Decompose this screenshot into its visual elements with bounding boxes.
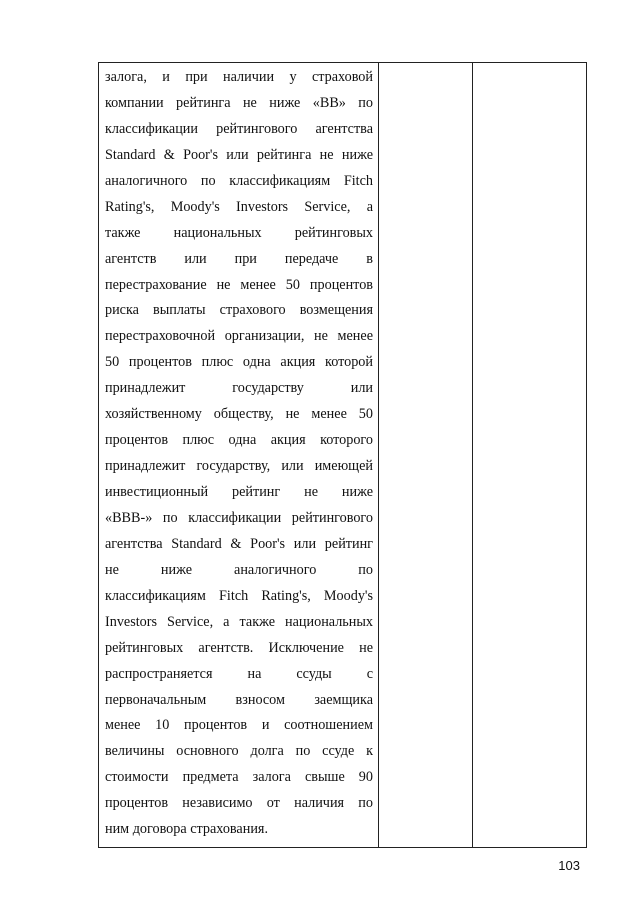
- text-line: хозяйственному обществу, не менее 50: [105, 406, 373, 423]
- text-line: Standard & Poor's или рейтинга не ниже: [105, 146, 373, 163]
- text-line: принадлежит государству или: [105, 380, 373, 397]
- text-line: аналогичного по классификациям Fitch: [105, 172, 373, 189]
- column-divider: [378, 63, 379, 847]
- text-line: первоначальным взносом заемщика: [105, 691, 373, 708]
- text-line: 50 процентов плюс одна акция которой: [105, 354, 373, 371]
- text-line: риска выплаты страхового возмещения: [105, 302, 373, 319]
- text-line: принадлежит государству, или имеющей: [105, 458, 373, 475]
- text-line: также национальных рейтинговых: [105, 224, 373, 241]
- text-line: распространяется на ссуды с: [105, 665, 373, 682]
- text-line: перестраховочной организации, не менее: [105, 328, 373, 345]
- column-divider: [472, 63, 473, 847]
- text-line: Rating's, Moody's Investors Service, а: [105, 198, 373, 215]
- text-line: агентств или при передаче в: [105, 250, 373, 267]
- text-line: агентства Standard & Poor's или рейтинг: [105, 535, 373, 552]
- text-line: компании рейтинга не ниже «ВВ» по: [105, 94, 373, 111]
- text-line: классификации рейтингового агентства: [105, 120, 373, 137]
- text-line: классификациям Fitch Rating's, Moody's: [105, 587, 373, 604]
- text-line: не ниже аналогичного по: [105, 561, 373, 578]
- text-line: менее 10 процентов и соотношением: [105, 717, 373, 734]
- text-line: ним договора страхования.: [105, 821, 268, 838]
- text-line: залога, и при наличии у страховой: [105, 69, 373, 85]
- text-line: процентов плюс одна акция которого: [105, 432, 373, 449]
- text-line: процентов независимо от наличия по: [105, 795, 373, 812]
- text-line: величины основного долга по ссуде к: [105, 743, 373, 760]
- text-line: перестрахование не менее 50 процентов: [105, 276, 373, 293]
- text-line: инвестиционный рейтинг не ниже: [105, 484, 373, 500]
- page-number: 103: [558, 858, 580, 873]
- text-line: «ВВВ-» по классификации рейтингового: [105, 509, 373, 526]
- text-line: рейтинговых агентств. Исключение не: [105, 639, 373, 656]
- table-cell-text: [105, 65, 373, 843]
- text-line: Investors Service, а также национальных: [105, 613, 373, 630]
- text-line: стоимости предмета залога свыше 90: [105, 769, 373, 786]
- document-table: [98, 62, 587, 848]
